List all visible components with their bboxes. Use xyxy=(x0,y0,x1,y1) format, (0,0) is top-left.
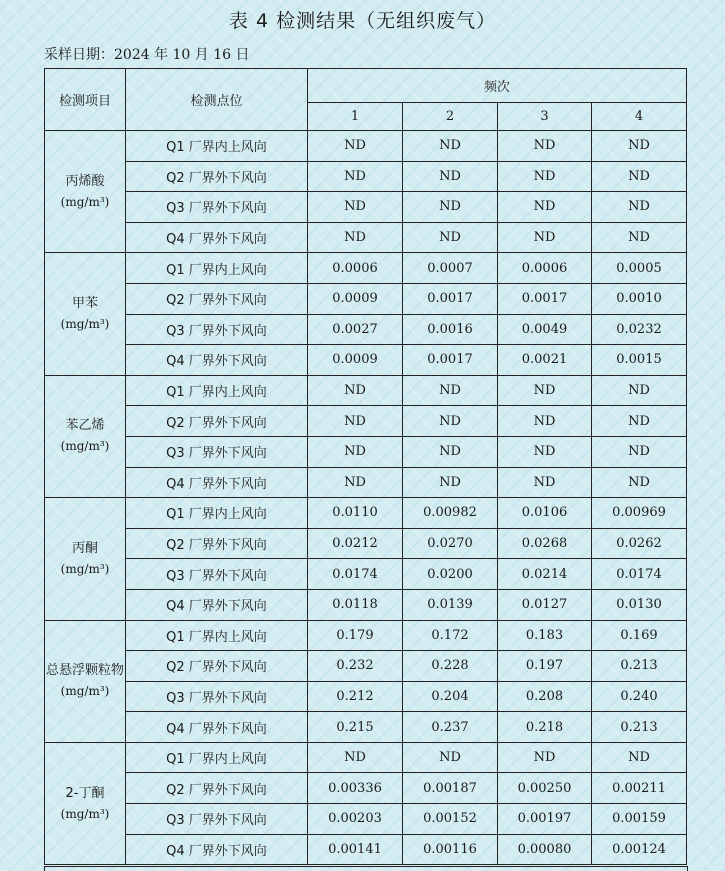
value-cell: ND xyxy=(403,131,498,162)
point-cell: Q4 厂界外下风向 xyxy=(126,589,308,620)
value-cell: ND xyxy=(592,161,687,192)
value-cell: ND xyxy=(403,222,498,253)
header-freq-4: 4 xyxy=(592,103,687,131)
header-point: 检测点位 xyxy=(126,69,308,131)
item-cell xyxy=(45,498,126,620)
table-row xyxy=(45,436,687,467)
value-cell: 0.00250 xyxy=(498,773,592,804)
point-cell: Q2 厂界外下风向 xyxy=(126,283,308,314)
item-unit: (mg/m³) xyxy=(60,561,110,576)
item-name: 苯乙烯 xyxy=(65,418,105,434)
value-cell: 0.0174 xyxy=(592,559,687,590)
value-cell: 0.00203 xyxy=(308,804,403,835)
value-cell: 0.0130 xyxy=(592,589,687,620)
value-cell: 0.240 xyxy=(592,681,687,712)
point-cell: Q4 厂界外下风向 xyxy=(126,222,308,253)
point-cell: Q4 厂界外下风向 xyxy=(126,712,308,743)
table-row xyxy=(45,528,687,559)
table-row xyxy=(45,314,687,345)
header-row xyxy=(45,69,687,103)
value-cell: ND xyxy=(308,192,403,223)
value-cell: 0.0021 xyxy=(498,345,592,376)
point-cell: Q1 厂界内上风向 xyxy=(126,131,308,162)
item-unit: (mg/m³) xyxy=(60,317,110,332)
value-cell: 0.213 xyxy=(592,712,687,743)
value-cell: 0.00116 xyxy=(403,834,498,865)
table-row xyxy=(45,131,687,162)
value-cell: ND xyxy=(498,131,592,162)
value-cell: 0.00152 xyxy=(403,804,498,835)
value-cell: ND xyxy=(592,222,687,253)
point-cell: Q1 厂界内上风向 xyxy=(126,620,308,651)
header-frequency: 频次 xyxy=(308,69,687,103)
table-row xyxy=(45,742,687,773)
value-cell: 0.0017 xyxy=(403,345,498,376)
item-name: 丙烯酸 xyxy=(65,173,105,189)
value-cell: ND xyxy=(592,467,687,498)
table-row xyxy=(45,712,687,743)
value-cell: 0.0005 xyxy=(592,253,687,284)
value-cell: ND xyxy=(498,192,592,223)
value-cell: 0.00159 xyxy=(592,804,687,835)
table-continuation xyxy=(44,866,688,871)
value-cell: ND xyxy=(498,161,592,192)
table-row xyxy=(45,192,687,223)
point-cell: Q4 厂界外下风向 xyxy=(126,834,308,865)
item-name: 丙酮 xyxy=(71,540,98,556)
table-row xyxy=(45,283,687,314)
point-cell: Q4 厂界外下风向 xyxy=(126,467,308,498)
results-table xyxy=(44,68,687,865)
value-cell: ND xyxy=(592,406,687,437)
point-cell: Q1 厂界内上风向 xyxy=(126,742,308,773)
value-cell: 0.0110 xyxy=(308,498,403,529)
table-row xyxy=(45,498,687,529)
value-cell: 0.0262 xyxy=(592,528,687,559)
item-name: 2-丁酮 xyxy=(65,785,105,801)
point-cell: Q2 厂界外下风向 xyxy=(126,161,308,192)
table-row xyxy=(45,406,687,437)
value-cell: ND xyxy=(592,375,687,406)
value-cell: 0.204 xyxy=(403,681,498,712)
table-row xyxy=(45,161,687,192)
point-cell: Q2 厂界外下风向 xyxy=(126,406,308,437)
value-cell: 0.00124 xyxy=(592,834,687,865)
value-cell: ND xyxy=(403,406,498,437)
value-cell: 0.0016 xyxy=(403,314,498,345)
page-title: 表 4 检测结果（无组织废气） xyxy=(228,10,497,32)
value-cell: ND xyxy=(498,742,592,773)
value-cell: ND xyxy=(403,192,498,223)
value-cell: ND xyxy=(308,467,403,498)
item-unit: (mg/m³) xyxy=(60,439,110,454)
table-row xyxy=(45,559,687,590)
value-cell: 0.237 xyxy=(403,712,498,743)
point-cell: Q1 厂界内上风向 xyxy=(126,498,308,529)
value-cell: 0.0017 xyxy=(498,283,592,314)
header-freq-1: 1 xyxy=(308,103,403,131)
value-cell: 0.00211 xyxy=(592,773,687,804)
value-cell: 0.218 xyxy=(498,712,592,743)
value-cell: 0.215 xyxy=(308,712,403,743)
value-cell: 0.169 xyxy=(592,620,687,651)
value-cell: ND xyxy=(308,161,403,192)
value-cell: 0.0127 xyxy=(498,589,592,620)
item-unit: (mg/m³) xyxy=(60,806,110,821)
item-cell xyxy=(45,131,126,253)
table-row xyxy=(45,804,687,835)
point-cell: Q2 厂界外下风向 xyxy=(126,651,308,682)
value-cell: 0.232 xyxy=(308,651,403,682)
point-cell: Q2 厂界外下风向 xyxy=(126,773,308,804)
value-cell: 0.197 xyxy=(498,651,592,682)
value-cell: 0.0106 xyxy=(498,498,592,529)
value-cell: 0.0214 xyxy=(498,559,592,590)
value-cell: 0.0139 xyxy=(403,589,498,620)
value-cell: 0.0007 xyxy=(403,253,498,284)
header-item: 检测项目 xyxy=(45,69,126,131)
value-cell: ND xyxy=(592,436,687,467)
value-cell: ND xyxy=(592,192,687,223)
item-cell xyxy=(45,620,126,742)
value-cell: 0.00080 xyxy=(498,834,592,865)
point-cell: Q1 厂界内上风向 xyxy=(126,253,308,284)
item-cell xyxy=(45,253,126,375)
value-cell: 0.00197 xyxy=(498,804,592,835)
value-cell: 0.00969 xyxy=(592,498,687,529)
value-cell: ND xyxy=(403,375,498,406)
point-cell: Q3 厂界外下风向 xyxy=(126,559,308,590)
value-cell: ND xyxy=(592,131,687,162)
table-row xyxy=(45,620,687,651)
value-cell: ND xyxy=(308,742,403,773)
value-cell: 0.0009 xyxy=(308,345,403,376)
value-cell: ND xyxy=(308,131,403,162)
value-cell: 0.0009 xyxy=(308,283,403,314)
value-cell: 0.0200 xyxy=(403,559,498,590)
value-cell: 0.179 xyxy=(308,620,403,651)
value-cell: 0.00336 xyxy=(308,773,403,804)
value-cell: 0.00141 xyxy=(308,834,403,865)
value-cell: 0.0017 xyxy=(403,283,498,314)
table-row xyxy=(45,834,687,865)
value-cell: ND xyxy=(308,222,403,253)
value-cell: ND xyxy=(308,406,403,437)
value-cell: 0.172 xyxy=(403,620,498,651)
point-cell: Q4 厂界外下风向 xyxy=(126,345,308,376)
header-freq-2: 2 xyxy=(403,103,498,131)
item-name: 总悬浮颗粒物 xyxy=(45,663,124,679)
value-cell: 0.0010 xyxy=(592,283,687,314)
item-unit: (mg/m³) xyxy=(60,194,110,209)
table-row xyxy=(45,375,687,406)
value-cell: 0.00982 xyxy=(403,498,498,529)
point-cell: Q1 厂界内上风向 xyxy=(126,375,308,406)
table-row xyxy=(45,467,687,498)
point-cell: Q3 厂界外下风向 xyxy=(126,314,308,345)
value-cell: 0.213 xyxy=(592,651,687,682)
value-cell: 0.0212 xyxy=(308,528,403,559)
table-row xyxy=(45,589,687,620)
value-cell: 0.228 xyxy=(403,651,498,682)
value-cell: ND xyxy=(308,375,403,406)
value-cell: 0.0049 xyxy=(498,314,592,345)
header-freq-3: 3 xyxy=(498,103,592,131)
value-cell: 0.208 xyxy=(498,681,592,712)
sampling-date: 采样日期：2024 年 10 月 16 日 xyxy=(44,47,250,63)
point-cell: Q3 厂界外下风向 xyxy=(126,436,308,467)
value-cell: 0.0027 xyxy=(308,314,403,345)
value-cell: 0.0174 xyxy=(308,559,403,590)
point-cell: Q3 厂界外下风向 xyxy=(126,804,308,835)
value-cell: 0.0015 xyxy=(592,345,687,376)
value-cell: 0.0006 xyxy=(498,253,592,284)
value-cell: 0.0268 xyxy=(498,528,592,559)
value-cell: ND xyxy=(498,406,592,437)
value-cell: 0.0118 xyxy=(308,589,403,620)
value-cell: 0.0006 xyxy=(308,253,403,284)
point-cell: Q3 厂界外下风向 xyxy=(126,681,308,712)
value-cell: 0.183 xyxy=(498,620,592,651)
value-cell: ND xyxy=(498,222,592,253)
table-row xyxy=(45,651,687,682)
item-cell xyxy=(45,375,126,497)
value-cell: ND xyxy=(498,375,592,406)
value-cell: ND xyxy=(498,467,592,498)
value-cell: 0.0232 xyxy=(592,314,687,345)
value-cell: 0.00187 xyxy=(403,773,498,804)
item-cell xyxy=(45,742,126,864)
table-row xyxy=(45,253,687,284)
item-unit: (mg/m³) xyxy=(60,684,110,699)
value-cell: ND xyxy=(308,436,403,467)
point-cell: Q2 厂界外下风向 xyxy=(126,528,308,559)
value-cell: ND xyxy=(403,436,498,467)
value-cell: ND xyxy=(403,742,498,773)
item-name: 甲苯 xyxy=(71,296,98,312)
table-row xyxy=(45,345,687,376)
table-row xyxy=(45,222,687,253)
value-cell: 0.212 xyxy=(308,681,403,712)
value-cell: ND xyxy=(498,436,592,467)
value-cell: ND xyxy=(403,467,498,498)
table-row xyxy=(45,681,687,712)
value-cell: ND xyxy=(592,742,687,773)
value-cell: 0.0270 xyxy=(403,528,498,559)
point-cell: Q3 厂界外下风向 xyxy=(126,192,308,223)
table-row xyxy=(45,773,687,804)
value-cell: ND xyxy=(403,161,498,192)
